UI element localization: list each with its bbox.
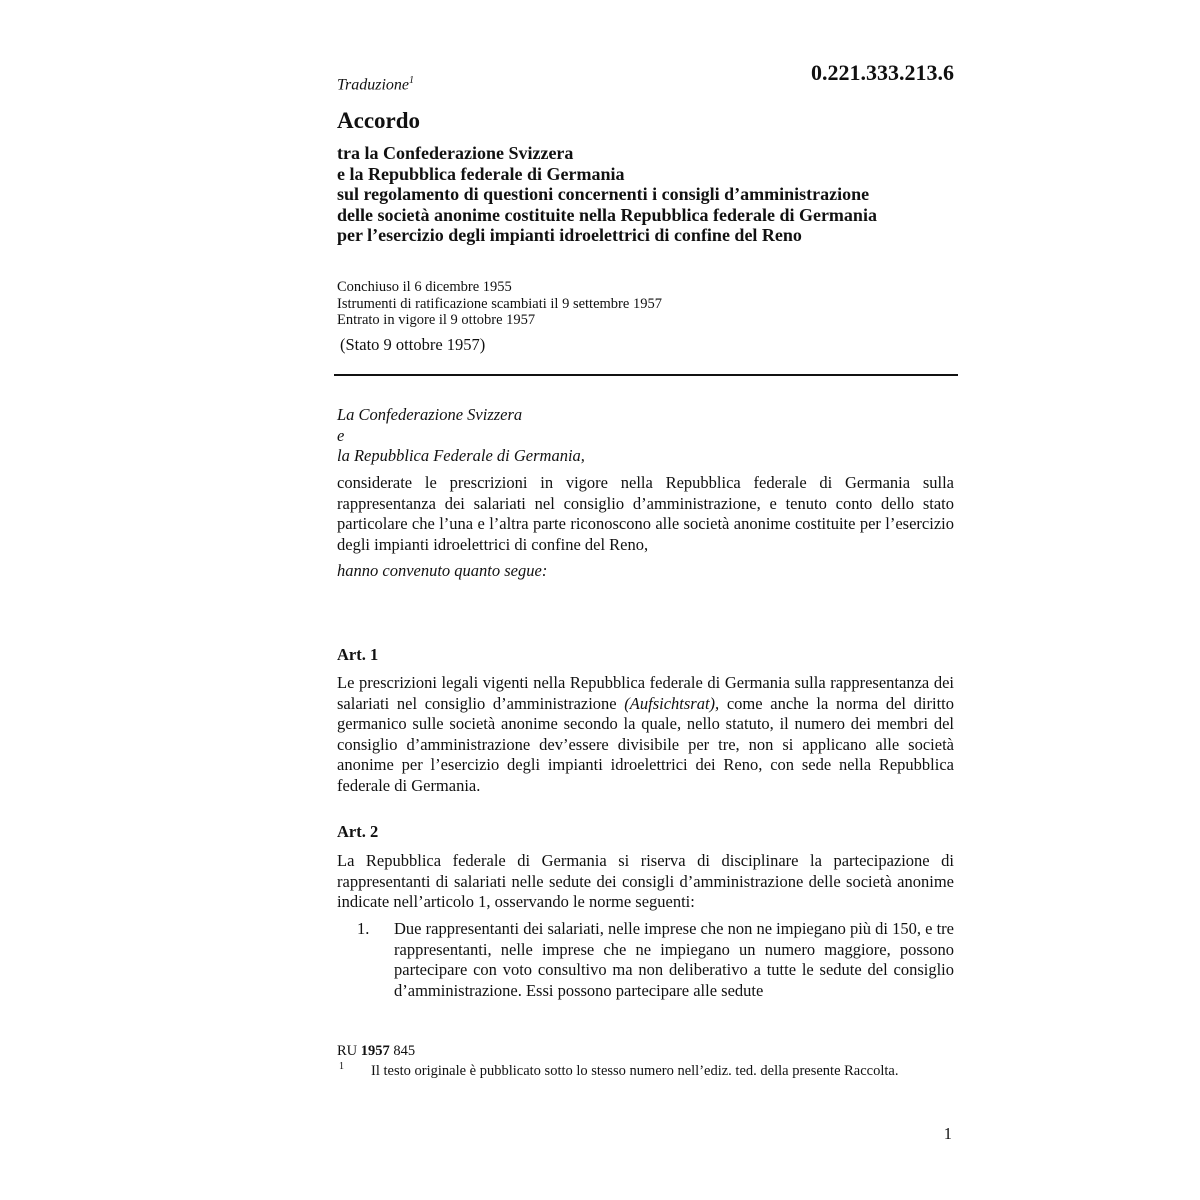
article-1-text: [337, 673, 954, 796]
header-divider: [334, 374, 958, 376]
subtitle-line: e la Repubblica federale di Germania: [337, 163, 625, 184]
concluded-date: Conchiuso il 6 dicembre 1955: [337, 279, 512, 295]
party-line: la Repubblica Federale di Germania,: [337, 446, 585, 465]
list-item-text: Due rappresentanti dei salariati, nelle imprese che non ne impiegano più di 150, e tre rappresentanti, nelle imprese che ne impiegano un numero maggiore, possono partecipare con voto consultivo ma non deliberativo a tutte le sedute del consiglio d’amministrazione. Essi possono partecipare alle sedute: [394, 919, 954, 1000]
ru-page: 845: [393, 1043, 416, 1059]
footnote-mark: 1: [339, 1061, 344, 1072]
article-1-text-part: Le prescrizioni legali vigenti nella Repubblica federale di Germania sulla rappresentanza dei salariati nel consiglio d’amministrazione: [337, 673, 954, 713]
preamble-considerando: considerate le prescrizioni in vigore nella Repubblica federale di Germania sulla rappresentanza dei salariati nel consiglio d’amministrazione, e tenuto conto dello stato particolare che l’una e l’altra parte riconoscono alle società anonime costituite per l’esercizio degli impianti idroelettrici di confine del Reno,: [337, 473, 954, 554]
preamble-parties: [337, 405, 585, 467]
article-1-term: (Aufsichtsrat),: [624, 693, 720, 713]
entry-into-force-date: Entrato in vigore il 9 ottobre 1957: [337, 312, 536, 328]
article-2-heading: Art. 2: [337, 822, 379, 841]
article-2-text: La Repubblica federale di Germania si riserva di disciplinare la partecipazione di rappresentanti di salariati nelle sedute dei consigli d’amministrazione delle società anonime indicate nell’articolo 1, osservando le norme seguenti:: [337, 851, 954, 911]
ru-reference: [337, 1043, 415, 1060]
document-subtitle: [337, 143, 877, 246]
footnote-text: Il testo originale è pubblicato sotto lo stesso numero nell’ediz. ted. della presente Raccolta.: [371, 1063, 899, 1079]
document-title: Accordo: [337, 108, 421, 133]
date-info: [337, 279, 662, 329]
ru-year: 1957: [360, 1043, 390, 1059]
party-line: e: [337, 425, 345, 445]
subtitle-line: tra la Confederazione Svizzera: [337, 143, 574, 163]
translation-footnote-ref: 1: [409, 75, 415, 86]
status-date: (Stato 9 ottobre 1957): [340, 335, 486, 354]
ratification-date: Istrumenti di ratificazione scambiati il 9 settembre 1957: [337, 295, 662, 312]
ru-prefix: RU: [337, 1043, 358, 1059]
sr-number: 0.221.333.213.6: [811, 60, 954, 85]
translation-text: Traduzione: [337, 76, 410, 94]
list-item-number: 1.: [357, 919, 370, 938]
preamble-convenuto: hanno convenuto quanto segue:: [337, 561, 548, 580]
article-1-text-part: come anche la norma del diritto germanico sulle società anonime secondo la quale, nello statuto, il numero dei membri del consiglio d’amministrazione dev’essere divisibile per tre, non si applicano alle società anonime per l’esercizio degli impianti idroelettrici dei Reno, con sede nella Repubblica federale di Germania.: [337, 693, 954, 795]
page-number: 1: [943, 1124, 952, 1143]
translation-label: [337, 75, 414, 94]
subtitle-line: per l’esercizio degli impianti idroelettrici di confine del Reno: [337, 225, 802, 245]
party-line: La Confederazione Svizzera: [337, 405, 523, 424]
article-1-heading: Art. 1: [337, 645, 379, 664]
subtitle-line: delle società anonime costituite nella Repubblica federale di Germania: [337, 204, 877, 225]
subtitle-line: sul regolamento di questioni concernenti i consigli d’amministrazione: [337, 184, 870, 204]
